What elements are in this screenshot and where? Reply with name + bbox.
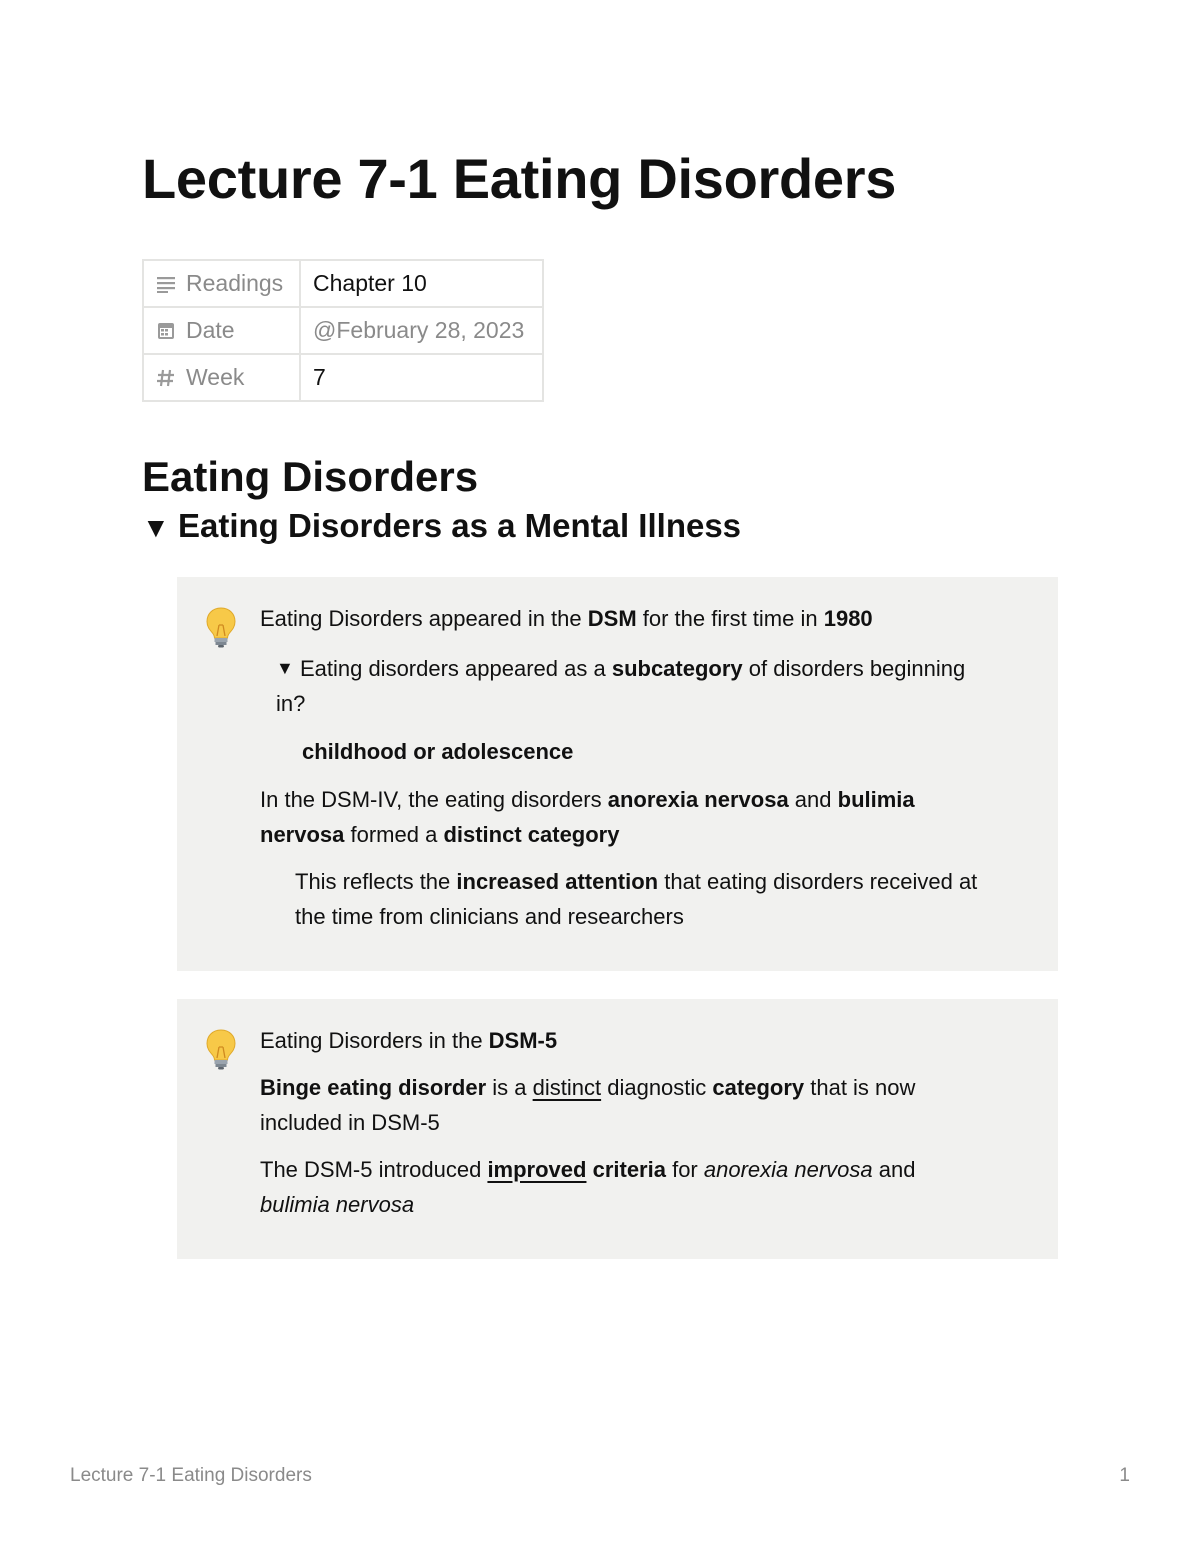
section-heading: Eating Disorders (142, 453, 479, 500)
paragraph-cont: nervosa formed a distinct category (260, 822, 620, 847)
property-row-week[interactable] (143, 354, 543, 401)
toggle-question-cont: in? (276, 691, 306, 716)
property-row-date[interactable] (143, 307, 543, 354)
paragraph: In the DSM-IV, the eating disorders anorexia nervosa and bulimia (260, 787, 915, 812)
toggle-answer: childhood or adolescence (302, 739, 574, 764)
paragraph-cont: bulimia nervosa (260, 1192, 415, 1217)
calendar-icon (156, 322, 176, 340)
callout-line: Eating Disorders appeared in the DSM for the first time in 1980 (260, 606, 873, 631)
text-lines-icon (156, 275, 176, 293)
properties-table (142, 259, 544, 402)
indented-note-cont: the time from clinicians and researchers (295, 904, 684, 929)
property-value[interactable]: Chapter 10 (300, 260, 543, 307)
paragraph: The DSM-5 introduced improved criteria for anorexia nervosa and (260, 1157, 916, 1182)
number-hash-icon (156, 369, 176, 387)
paragraph: Binge eating disorder is a distinct diagnostic category that is now (260, 1075, 916, 1100)
toggle-triangle-icon[interactable]: ▼ (142, 512, 170, 543)
property-value[interactable]: 7 (300, 354, 543, 401)
paragraph-cont: included in DSM-5 (260, 1110, 440, 1135)
property-key-label: Readings (186, 270, 284, 296)
property-row-readings[interactable] (143, 260, 543, 307)
lightbulb-icon (203, 605, 239, 649)
indented-note: This reflects the increased attention that eating disorders received at (295, 869, 978, 894)
footer-title: Lecture 7-1 Eating Disorders (70, 1465, 312, 1486)
property-key (143, 307, 300, 354)
callout-line: Eating Disorders in the DSM-5 (260, 1028, 558, 1053)
property-key-label: Date (186, 317, 235, 343)
page-title: Lecture 7-1 Eating Disorders (142, 147, 897, 210)
toggle-triangle-icon[interactable]: ▼ (276, 658, 294, 678)
toggle-heading-text: Eating Disorders as a Mental Illness (178, 507, 742, 544)
property-key (143, 354, 300, 401)
property-key (143, 260, 300, 307)
callout-dsm5 (177, 999, 1058, 1259)
toggle-question[interactable]: ▼ Eating disorders appeared as a subcategory of disorders beginning (276, 656, 966, 681)
callout-dsm-history (177, 577, 1058, 971)
property-key-label: Week (186, 364, 245, 390)
property-value[interactable]: @February 28, 2023 (300, 307, 543, 354)
toggle-heading[interactable] (142, 503, 741, 551)
page-number: 1 (1119, 1465, 1130, 1486)
lightbulb-icon (203, 1027, 239, 1071)
